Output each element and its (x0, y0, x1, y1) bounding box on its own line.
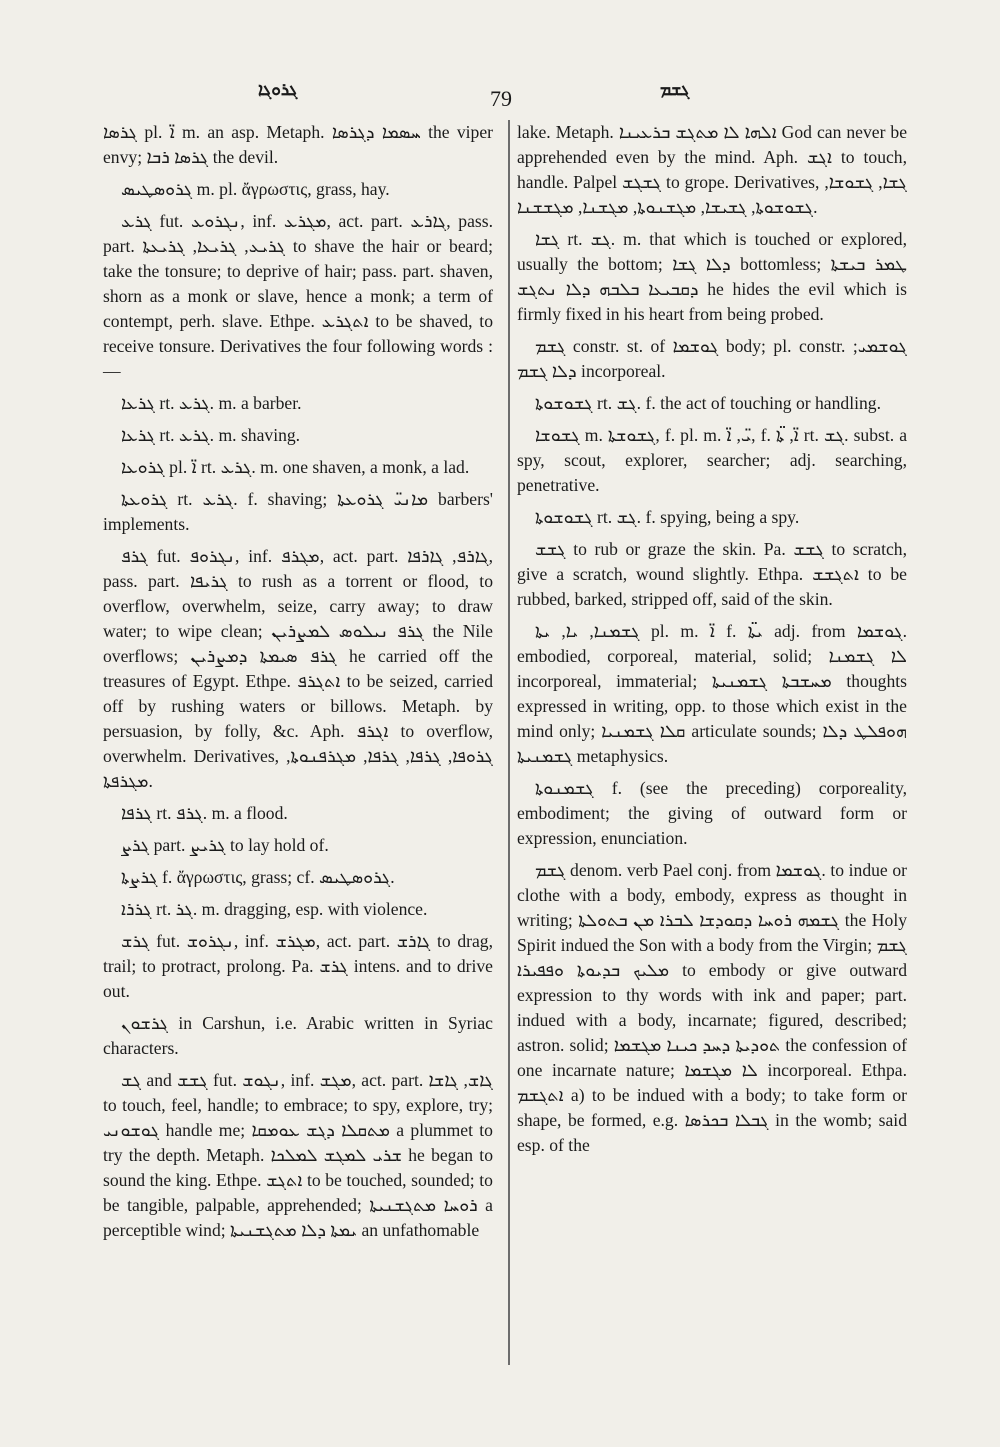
entry: ܓܫܡܢܘܬܐ f. (see the preceding) corporeality, embodiment; the giving of outward form or expression, enunciation. (517, 778, 907, 848)
entry: ܓܪܥܐ rt. ܓܪܥ. m. shaving. (121, 425, 301, 445)
entry: ܓܪܪܐ rt. ܓܪ. m. dragging, esp. with violence. (121, 899, 428, 919)
entry: ܓܪܦ fut. ܢܓܪܘܦ, inf. ܡܓܪܦ, act. part. ܓܐܪܦ, ܓܐܪܦܐ, pass. part. ܓܪܝܦܐ to rush as a torrent or flood, to overflow, overwhelm, seize, carry away; to draw water; to wipe clean; ܓܪܦ ܢܝܠܘܣ ܠܡܨܪܝܢ the Nile overflows; ܓܪܦ ܣܝܡܬܐ ܕܡܨܪܝܢ he carried off the treasures of Egypt. Ethpe. ܐܬܓܪܦ to be seized, carried off by rushing waters or billows. Metaph. by persuasion, by folly, &c. Aph. ܐܓܪܦ to overflow, overwhelm. Derivatives, ܓܪܘܦܐ, ܓܪܦܐ, ܓܪܦܐ, ܡܓܪܦܢܘܬܐ, ܡܓܪܦܬܐ. (103, 546, 494, 791)
entry: ܓܪܨ part. ܓܪܝܨ to lay hold of. (121, 835, 329, 855)
entry: ܓܪܥ fut. ܢܓܪܘܥ, inf. ܡܓܪܥ, act. part. ܓܐܪܥ, pass. part. ܓܪܝܥ, ܓܪܝܥܐ, ܓܪܝܥܬܐ to shave the hair or beard; take the tonsure; to deprive of hair; pass. part. shaven, shorn as a monk or slave, hence a monk; a term of contempt, perh. slave. Ethpe. ܐܬܓܪܥ to be shaved, to receive tonsure. Derivatives the four following words :— (103, 211, 494, 381)
entry: ܓܫܘܫܘܬܐ rt. ܓܫ. f. the act of touching or handling. (535, 393, 881, 413)
entry: ܓܪܘܣܛܝܣ m. pl. ἄγρωστις, grass, hay. (121, 179, 390, 199)
column-divider (508, 120, 510, 1365)
entry: ܓܪܦܐ rt. ܓܪܦ. m. a flood. (121, 803, 288, 823)
entry: ܓܪܨܬܐ f. ἄγρωστις, grass; cf. ܓܪܘܣܛܝܣ. (121, 867, 395, 887)
entry: ܓܪܘܥܐ pl. ܐ̈ rt. ܓܪܥ. m. one shaven, a monk, a lad. (121, 457, 470, 477)
right-column (517, 120, 907, 1165)
entry: ܓܫܡ constr. st. of ܓܘܫܡܐ body; pl. constr. ܓܘܫܡܝ; ܕܠܐ ܓܫܡ incorporeal. (517, 336, 907, 381)
page-number: 79 (490, 86, 512, 111)
entry: ܓܫܫ to rub or graze the skin. Pa. ܓܫܫ to scratch, give a scratch, wound slightly. Ethpa. ܐܬܓܫܫ to be rubbed, barked, stripped off, said of the skin. (517, 539, 907, 609)
entry: ܓܪܫܘܢ in Carshun, i.e. Arabic written in Syriac characters. (103, 1013, 493, 1058)
running-head-right: ܓܫܡ (660, 80, 690, 100)
entry: ܓܫ and ܓܫܫ fut. ܢܓܘܫ, inf. ܡܓܫ, act. part. ܓܐܫ, ܓܐܫܐ to touch, feel, handle; to embrace; to spy, explore, try; ܓܘܫܘܢܝ handle me; ܡܬܩܠܐ ܕܓܫ ܥܘܡܩܐ a plummet to try the depth. Metaph. ܫܪܝ ܠܡܓܫ ܠܡܠܟܐ he began to sound the king. Ethpe. ܐܬܓܫ to be touched, sounded; to be tangible, palpable, apprehended; ܪܘܚܐ ܡܬܓܫܢܝܬܐ a perceptible wind; ܝܡܬܐ ܕܠܐ ܡܬܓܫܢܝܬܐ an unfathomable (103, 1070, 493, 1240)
entry: ܓܫܡ denom. verb Pael conj. from ܓܘܫܡܐ. to indue or clothe with a body, embody, express as thought in writing; ܓܫܡܗ ܪܘܚܐ ܕܩܘܕܫܐ ܠܒܪܐ ܡܢ ܒܬܘܠܬܐ the Holy Spirit indued the Son with a body from the Virgin; ܓܫܡ ܡܠܝܟ ܒܕܝܘܬܐ ܘܦܦܝܪܐ to embody or give outward expression to thy words with ink and paper; part. indued with a body, incarnate; figured, described; astron. solid; ܬܘܕܝܬܐ ܕܚܕ ܟܝܢܐ ܡܓܫܡܐ the confession of one incarnate nature; ܠܐ ܡܓܫܡܐ incorporeal. Ethpa. ܐܬܓܫܡ a) to be indued with a body; to take form or shape, be formed, e.g. ܓܒܠܐ ܒܟܪܣܐ in the womb; said esp. of the (517, 860, 907, 1155)
entry: ܓܫܐ rt. ܓܫ. m. that which is touched or explored, usually the bottom; ܕܠܐ ܓܫܐ bottomless; ܛܡܪ ܒܝܫܬܐ ܕܩܒܝܥܐ ܒܠܒܗ ܕܠܐ ܢܬܓܫ he hides the evil which is firmly fixed in his heart from being probed. (517, 229, 907, 324)
entry: ܓܫܘܫܘܬܐ rt. ܓܫ. f. spying, being a spy. (535, 507, 800, 527)
left-column (103, 120, 493, 1250)
entry: lake. Metaph. ܐܠܗܐ ܠܐ ܡܬܓܫ ܒܪܥܝܢܐ God can never be apprehended even by the mind. Aph. ܐܓܫ to touch, handle. Palpel ܓܫܓܫ to grope. Derivatives, ܓܫܐ, ܓܫܘܫܐ, ܓܫܘܫܘܬܐ, ܓܫܝܫܐ, ܡܓܫܢܘܬܐ, ܡܓܫܢܐ, ܡܓܫܫܢܐ. (517, 122, 908, 217)
entry: ܓܪܥܐ rt. ܓܪܥ. m. a barber. (121, 393, 302, 413)
entry: ܓܫܡܢܐ, ܝܐ, ܝܬܐ pl. m. ܐ̈ f. ܝܬܐ̈ adj. from ܓܘܫܡܐ. embodied, corporeal, material, solid; ܠܐ ܓܫܡܢܐ incorporeal, immaterial; ܡܚܫܒܬܐ ܓܫܡܢܝܬܐ thoughts expressed in writing, opp. to those which exist in the mind only; ܩܠܐ ܓܫܡܢܝܐ articulate sounds; ܗܘܦܠܛ ܕܠܐ ܓܫܡܢܝܬܐ metaphysics. (517, 621, 907, 766)
entry: ܓܪܫ fut. ܢܓܪܘܫ, inf. ܡܓܪܫ, act. part. ܓܐܪܫ to drag, trail; to protract, prolong. Pa. ܓܪܫ intens. and to drive out. (103, 931, 493, 1001)
entry: ܓܪܘܥܬܐ rt. ܓܪܥ. f. shaving; ܡܐܢܝ̈ ܓܪܘܥܬܐ barbers' implements. (103, 489, 493, 534)
entry: ܓܫܘܫܐ m. ܓܫܘܫܬܐ, f. pl. m. ܝ̈, ܐ̈, f. ܐ̈, ܬܐ̈ rt. ܓܫ. subst. a spy, scout, explorer, searcher; adj. searching, penetrative. (517, 425, 908, 495)
entry: ܓܪܣܐ pl. ܐ̈ m. an asp. Metaph. ܚܣܡܐ ܕܓܪܣܐ the viper envy; ܓܪܣܐ ܪܒܐ the devil. (103, 122, 493, 167)
running-head-left: ܓܪܘܓܐ (258, 80, 298, 100)
